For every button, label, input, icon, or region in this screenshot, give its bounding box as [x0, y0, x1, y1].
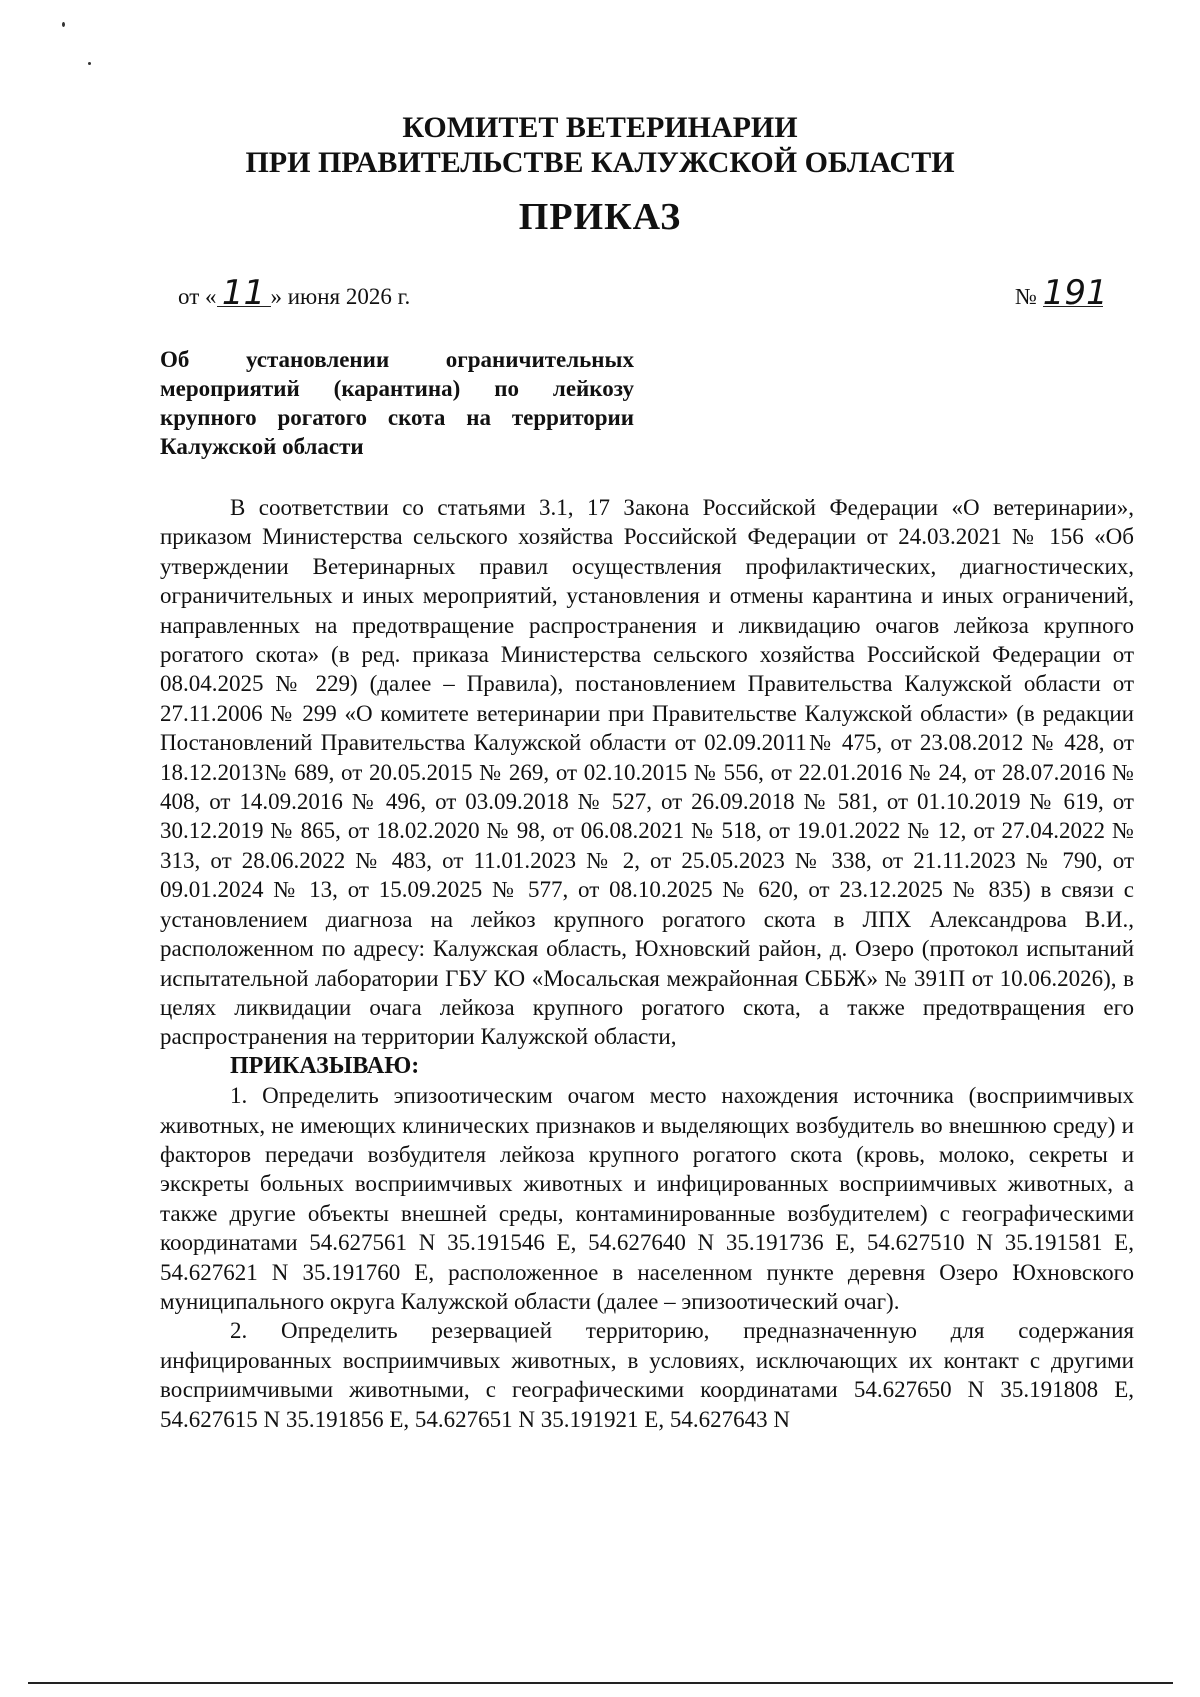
- item-1-paragraph: 1. Определить эпизоотическим очагом место нахождения источника (восприимчивых животных, не имеющих клинических признаков и выделяющих возбудитель во внешнюю среду) и факторов передачи возбудителя лейкоза крупного рогатого скота (кровь, молоко, секреты и экскреты больных восприимчивых животных и инфицированных восприимчивых животных, а также другие объекты внешней среды, контаминированные возбудителем) с географическими координатами 54.627561 N 35.191546 E, 54.627640 N 35.191736 E, 54.627510 N 35.191581 E, 54.627621 N 35.191760 E, расположенное в населенном пункте деревня Озеро Юхновского муниципального округа Калужской области (далее – эпизоотический очаг).: [160, 1083, 1134, 1314]
- document-type-title: ПРИКАЗ: [518, 196, 682, 238]
- scan-speck: [88, 62, 91, 65]
- date-prefix: от «: [178, 284, 217, 309]
- organization-name: [0, 110, 1200, 180]
- number-value-handwritten: 191: [1042, 273, 1108, 313]
- number-label: №: [1015, 284, 1037, 309]
- scan-speck: [62, 22, 65, 27]
- order-body: [160, 493, 1134, 1434]
- date-suffix: » июня 2026 г.: [270, 284, 411, 309]
- date-day-handwritten: 11: [217, 280, 271, 307]
- item-2-paragraph: 2. Определить резервацией территорию, предназначенную для содержания инфицированных восприимчивых животных, в условиях, исключающих их контакт с другими восприимчивыми животными, с географическими координатами 54.627650 N 35.191808 E, 54.627615 N 35.191856 E, 54.627651 N 35.191921 E, 54.627643 N: [160, 1318, 1134, 1432]
- page-bottom-rule: [28, 1682, 1173, 1684]
- order-number: [1015, 273, 1108, 313]
- org-line-1: КОМИТЕТ ВЕТЕРИНАРИИ: [402, 111, 798, 144]
- order-word: ПРИКАЗЫВАЮ:: [230, 1052, 420, 1079]
- order-subject: Об установлении ограничительных мероприятий (карантина) по лейкозу крупного рогатого скота на территории Калужской области: [160, 347, 634, 459]
- preamble-paragraph: В соответствии со статьями 3.1, 17 Закона Российской Федерации «О ветеринарии», приказом Министерства сельского хозяйства Российской Федерации от 24.03.2021 № 156 «Об утверждении Ветеринарных правил осуществления профилактических, диагностических, ограничительных и иных мероприятий, установления и отмены карантина и иных ограничений, направленных на предотвращение распространения и ликвидацию очагов лейкоза крупного рогатого скота» (в ред. приказа Министерства сельского хозяйства Российской Федерации от 08.04.2025 № 229) (далее – Правила), постановлением Правительства Калужской области от 27.11.2006 № 299 «О комитете ветеринарии при Правительстве Калужской области» (в редакции Постановлений Правительства Калужской области от 02.09.2011№ 475, от 23.08.2012 № 428, от 18.12.2013№ 689, от 20.05.2015 № 269, от 02.10.2015 № 556, от 22.01.2016 № 24, от 28.07.2016 № 408, от 14.09.2016 № 496, от 03.09.2018 № 527, от 26.09.2018 № 581, от 01.10.2019 № 619, от 30.12.2019 № 865, от 18.02.2020 № 98, от 06.08.2021 № 518, от 19.01.2022 № 12, от 27.04.2022 № 313, от 28.06.2022 № 483, от 11.01.2023 № 2, от 25.05.2023 № 338, от 21.11.2023 № 790, от 09.01.2024 № 13, от 15.09.2025 № 577, от 08.10.2025 № 620, от 23.12.2025 № 835) в связи с установлением диагноза на лейкоз крупного рогатого скота в ЛПХ Александрова В.И., расположенном по адресу: Калужская область, Юхновский район, д. Озеро (протокол испытаний испытательной лаборатории ГБУ КО «Мосальская межрайонная СББЖ» № 391П от 10.06.2026), в целях ликвидации очага лейкоза крупного рогатого скота, а также предотвращения его распространения на территории Калужской области,: [160, 495, 1134, 1050]
- order-date: [178, 273, 411, 313]
- org-line-2: ПРИ ПРАВИТЕЛЬСТВЕ КАЛУЖСКОЙ ОБЛАСТИ: [245, 146, 955, 179]
